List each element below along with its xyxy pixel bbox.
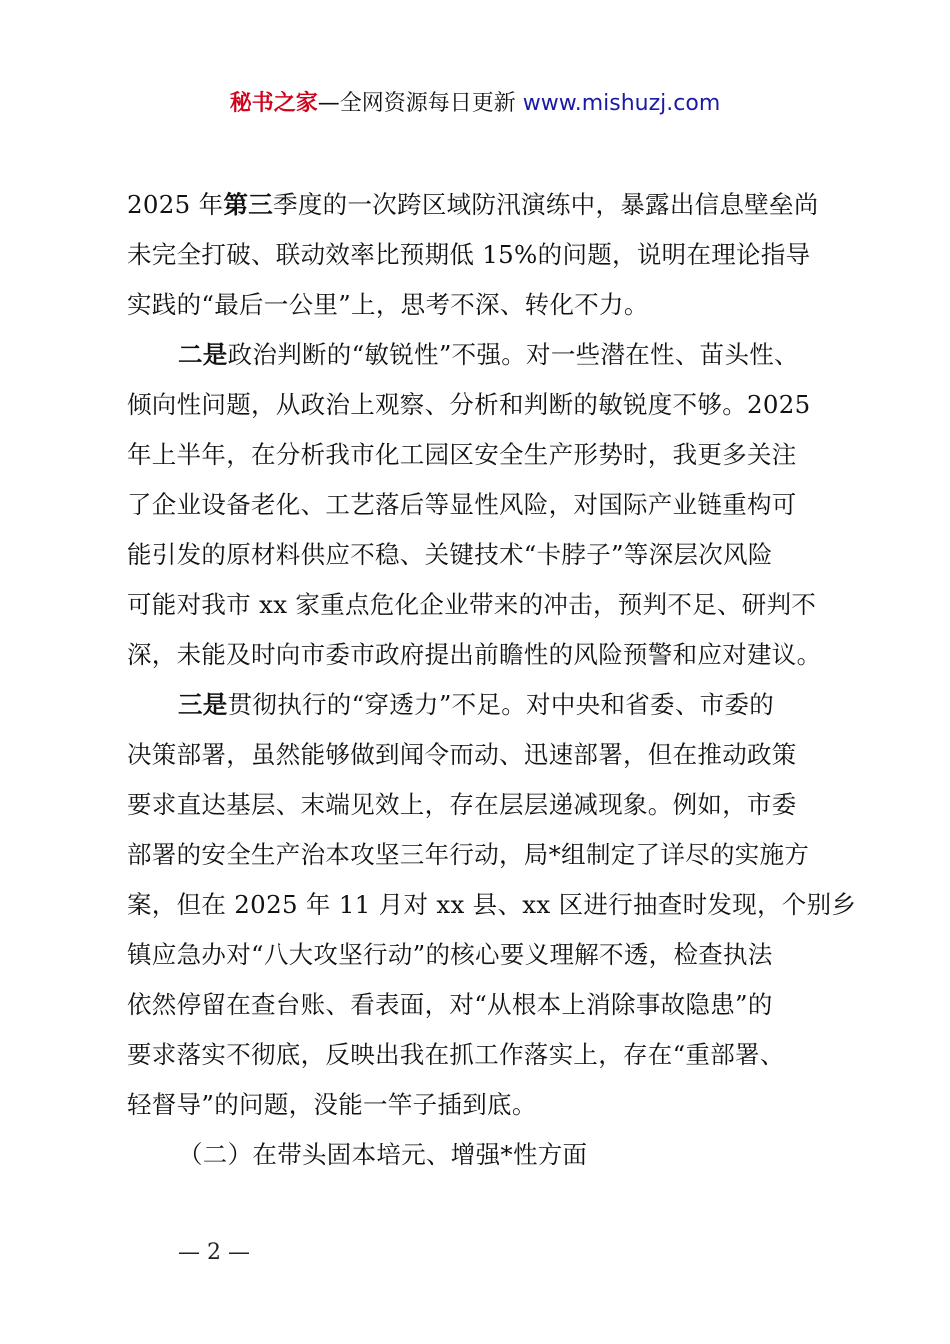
- paragraph-2-line-5: 能引发的原材料供应不稳、关键技术“卡脖子”等深层次风险: [127, 540, 773, 569]
- paragraph-3-lead: 三是: [178, 690, 228, 719]
- paragraph-1-line-1: 2025 年第三季度的一次跨区域防汛演练中，暴露出信息壁垒尚: [127, 190, 819, 219]
- paragraph-2-lead: 二是: [178, 340, 228, 369]
- site-tagline: —全网资源每日更新: [317, 91, 523, 116]
- paragraph-2-line-7: 深，未能及时向市委市政府提出前瞻性的风险预警和应对建议。: [127, 640, 822, 669]
- paragraph-2-line-2: 倾向性问题，从政治上观察、分析和判断的敏锐度不够。2025: [127, 390, 811, 419]
- paragraph-1-line-3: 实践的“最后一公里”上，思考不深、转化不力。: [127, 290, 649, 319]
- paragraph-3-line-4: 部署的安全生产治本攻坚三年行动，局*组制定了详尽的实施方: [127, 840, 810, 869]
- document-body: [127, 180, 857, 1180]
- paragraph-3-line-8: 要求落实不彻底，反映出我在抓工作落实上，存在“重部署、: [127, 1040, 785, 1069]
- paragraph-3-line-1: 三是贯彻执行的“穿透力”不足。对中央和省委、市委的: [178, 690, 775, 719]
- site-brand: 秘书之家: [229, 91, 318, 116]
- page-number: — 2 —: [178, 1240, 250, 1265]
- paragraph-1-line-2: 未完全打破、联动效率比预期低 15%的问题，说明在理论指导: [127, 240, 811, 269]
- paragraph-2-line-1: 二是政治判断的“敏锐性”不强。对一些潜在性、苗头性、: [178, 340, 799, 369]
- paragraph-3-line-5: 案，但在 2025 年 11 月对 xx 县、xx 区进行抽查时发现，个别乡: [127, 890, 857, 919]
- paragraph-3-line-7: 依然停留在查台账、看表面，对“从根本上消除事故隐患”的: [127, 990, 773, 1019]
- site-header: [0, 88, 950, 120]
- paragraph-2-line-4: 了企业设备老化、工艺落后等显性风险，对国际产业链重构可: [127, 490, 797, 519]
- site-url-link[interactable]: www.mishuzj.com: [522, 91, 721, 116]
- paragraph-3-line-9: 轻督导”的问题，没能一竿子插到底。: [127, 1090, 537, 1119]
- paragraph-3-line-6: 镇应急办对“八大攻坚行动”的核心要义理解不透，检查执法: [127, 940, 773, 969]
- emphasis-third: 第三: [223, 190, 274, 219]
- paragraph-2-line-3: 年上半年，在分析我市化工园区安全生产形势时，我更多关注: [127, 440, 797, 469]
- paragraph-2-line-6: 可能对我市 xx 家重点危化企业带来的冲击，预判不足、研判不: [127, 590, 817, 619]
- paragraph-3-line-2: 决策部署，虽然能够做到闻令而动、迅速部署，但在推动政策: [127, 740, 797, 769]
- paragraph-3-line-3: 要求直达基层、末端见效上，存在层层递减现象。例如，市委: [127, 790, 797, 819]
- section-heading: （二）在带头固本培元、增强*性方面: [178, 1140, 588, 1169]
